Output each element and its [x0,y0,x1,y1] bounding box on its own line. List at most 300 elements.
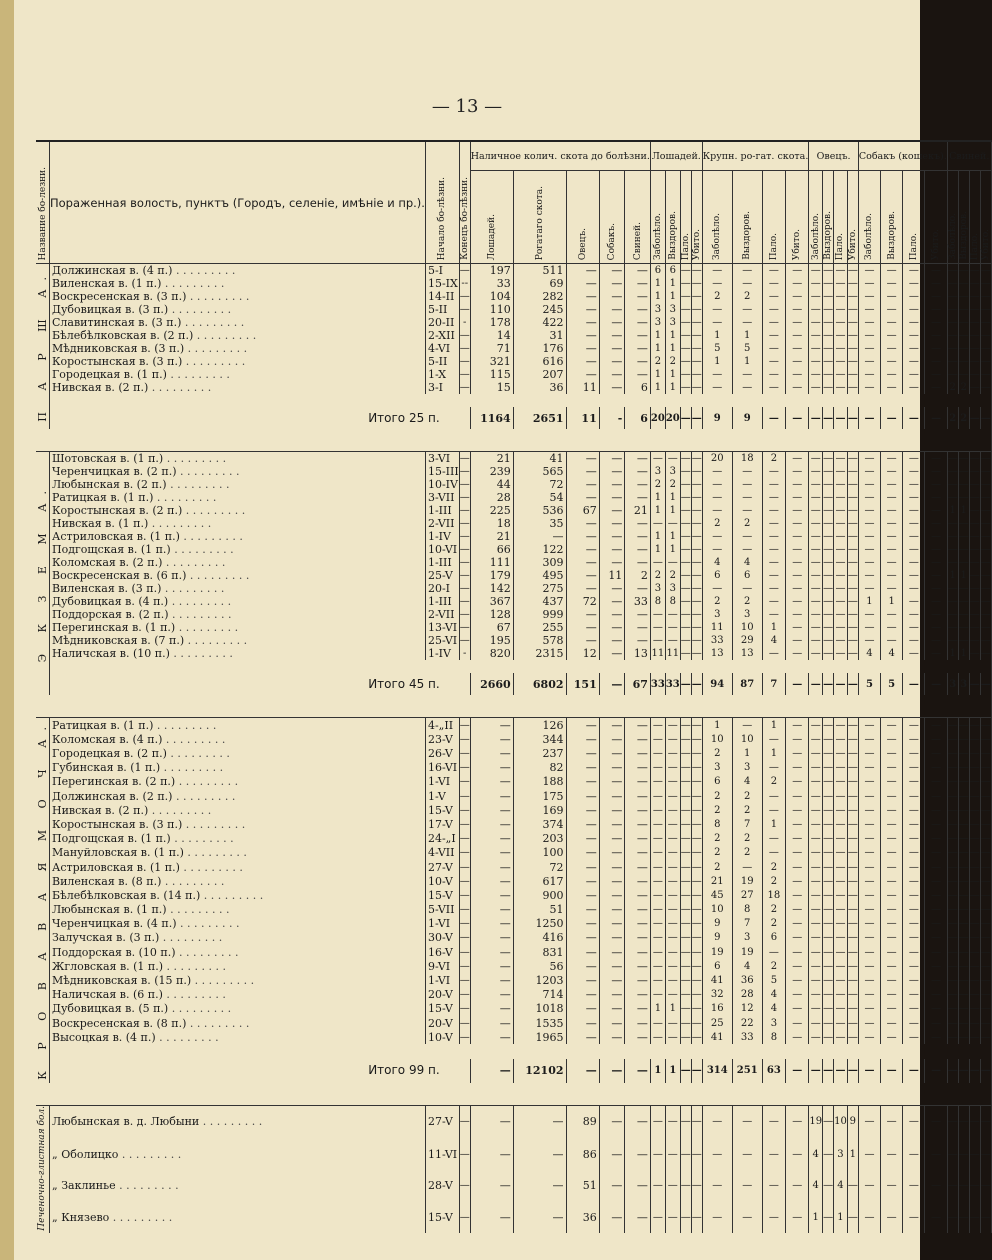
table-cell: 3 [665,465,680,478]
table-cell: 5 [702,342,732,355]
table-cell: — [786,789,809,803]
table-cell: — [847,932,858,944]
subcol-header: Заболѣло. [858,171,880,264]
table-cell: — [566,803,599,817]
table-cell: 19 [732,874,762,888]
table-cell: 10 [834,1105,848,1138]
table-cell: — [847,1170,858,1202]
table-cell: 1 [665,290,680,303]
table-cell: 437 [513,595,566,608]
table-cell: — [858,732,880,746]
locality-name: Шотовская в. (1 п.) . . . . . . . . . [50,452,426,466]
table-cell: — [980,762,991,774]
table-cell: — [958,932,969,944]
total-cell: 251 [732,1059,762,1083]
table-cell: — [566,530,599,543]
table-cell: — [847,492,858,503]
table-cell: — [680,1170,691,1202]
onset-date: 15-IX [425,277,459,290]
table-cell: — [625,775,651,789]
table-cell: 86 [566,1138,599,1170]
table-cell: — [786,647,809,660]
table-cell: 3 [762,1016,785,1030]
table-cell: — [980,596,991,607]
total-cell: 2 [947,407,958,429]
table-cell: 416 [513,931,566,945]
table-cell: — [470,746,513,760]
table-cell: — [881,556,903,569]
end-date: — [459,265,470,276]
table-cell: — [470,1202,513,1234]
table-cell: — [958,343,969,354]
table-cell: — [881,342,903,355]
table-cell: — [680,1105,691,1138]
table-cell: — [980,479,991,490]
table-cell: — [732,1105,762,1138]
table-cell: — [665,817,680,831]
table-cell: — [691,531,702,542]
table-cell: — [823,635,834,646]
table-cell: — [665,888,680,902]
table-cell: — [732,491,762,504]
table-cell: — [847,776,858,788]
total-cell: 3 [947,673,958,695]
table-row [36,718,991,733]
table-cell: — [513,1170,566,1202]
table-cell: — [625,902,651,916]
col-locality: Пораженная волость, пунктъ (Городъ, селеніе, имѣніе и пр.). [50,141,426,264]
table-cell: — [958,748,969,760]
table-row [36,543,991,556]
table-row [36,634,991,647]
table-row [36,1030,991,1044]
table-cell: — [823,1003,834,1015]
table-cell: — [665,917,680,931]
table-cell: — [903,1030,925,1044]
table-cell: — [702,277,732,290]
table-row [36,264,991,278]
table-cell: — [980,1031,991,1043]
end-date: — [459,918,470,930]
table-row [36,874,991,888]
table-cell: — [847,818,858,830]
end-date: — [459,1105,470,1138]
table-cell: — [925,1002,947,1016]
table-cell: — [513,1138,566,1170]
subcol-header: Рогатаго скота. [513,171,566,264]
table-row [36,491,991,504]
table-cell: — [680,382,691,393]
table-cell: — [625,732,651,746]
locality-name: Должинская в. (4 п.) . . . . . . . . . [50,264,426,278]
table-cell: — [786,329,809,342]
table-cell: — [925,316,947,329]
table-cell: — [665,846,680,860]
table-cell: — [881,1002,903,1016]
table-cell: — [786,452,809,466]
table-cell: — [810,790,821,802]
table-cell: — [691,479,702,490]
table-cell: — [680,369,691,380]
table-cell: — [947,904,958,916]
table-cell: — [925,517,947,530]
table-cell: 2 [702,517,732,530]
table-cell: — [625,303,651,316]
table-cell: — [691,1138,702,1170]
table-cell: — [858,917,880,931]
table-cell: — [858,491,880,504]
table-cell: — [691,609,702,620]
table-cell: — [786,846,809,860]
section-gap [36,429,991,452]
table-cell: 19 [732,945,762,959]
table-cell: — [625,1030,651,1044]
table-cell: — [599,761,625,775]
table-cell: 2 [650,355,665,368]
table-cell: — [969,635,980,646]
table-cell: 3 [732,761,762,775]
table-row [36,917,991,931]
table-cell: — [969,1003,980,1015]
table-cell: — [858,264,880,278]
total-cell: — [969,1059,980,1083]
table-cell: — [810,531,821,542]
table-cell: — [858,803,880,817]
table-row [36,888,991,902]
table-cell: — [835,317,846,328]
table-cell: 2 [650,569,665,582]
total-cell: — [680,673,691,695]
table-cell: — [650,902,665,916]
table-cell: — [980,861,991,873]
table-cell: — [680,265,691,276]
table-cell: — [599,1138,625,1170]
table-cell: — [969,265,980,276]
table-cell: — [691,1031,702,1043]
table-cell: — [732,303,762,316]
table-cell: 1 [762,746,785,760]
table-cell: — [823,1105,834,1138]
table-cell: — [810,918,821,930]
table-cell: — [786,277,809,290]
table-cell: 2 [702,789,732,803]
table-row [36,860,991,874]
table-cell: — [881,634,903,647]
table-cell: — [762,1138,785,1170]
table-cell: 1965 [513,1030,566,1044]
disease-label: Печеночно-глистная бол. [36,1105,50,1233]
table-row [36,465,991,478]
table-cell: 11 [666,648,680,659]
table-cell: 12 [566,647,599,660]
table-cell: 22 [732,1016,762,1030]
table-cell: — [947,596,958,607]
table-cell: 239 [470,465,513,478]
table-cell: — [925,608,947,621]
table-cell: 4 [762,1002,785,1016]
table-cell: — [980,975,991,987]
table-cell: — [823,596,834,607]
table-cell: — [947,466,958,477]
table-cell: — [702,491,732,504]
total-cell: 7 [762,673,785,695]
table-cell: — [599,846,625,860]
table-cell: — [625,761,651,775]
table-cell: — [566,329,599,342]
table-cell: — [665,517,680,530]
table-cell: — [958,1031,969,1043]
table-cell: — [835,278,846,289]
table-cell: — [762,832,785,846]
table-cell: — [810,904,821,916]
table-row [36,647,991,660]
table-cell: — [925,789,947,803]
table-cell: — [762,530,785,543]
table-cell: 321 [470,355,513,368]
table-cell: — [732,277,762,290]
table-cell: — [470,732,513,746]
table-cell: — [566,732,599,746]
table-cell: — [650,452,665,466]
subcol-header: Убито. [691,171,702,264]
disease-label: П А Р Ш А. [36,264,50,430]
table-cell: — [925,902,947,916]
end-date: — [459,583,470,594]
table-cell: 29 [732,634,762,647]
table-cell: — [858,569,880,582]
table-cell: — [958,330,969,341]
subcol-header: Убито. [925,171,947,264]
table-cell: — [470,860,513,874]
table-cell: — [823,330,834,341]
table-cell: — [858,959,880,973]
table-cell: — [762,1202,785,1234]
onset-date: 20-V [425,988,459,1002]
locality-name: Любынская в. (1 п.) . . . . . . . . . [50,902,426,916]
table-cell: — [847,304,858,315]
table-cell: — [680,718,691,733]
table-cell: — [599,621,625,634]
table-cell: — [858,1170,880,1202]
total-cell: — [858,1059,880,1083]
table-cell: — [702,582,732,595]
table-row [36,303,991,316]
table-cell: — [823,762,834,774]
end-date: — [459,382,470,393]
table-cell: — [650,988,665,1002]
table-cell: — [665,761,680,775]
end-date: - [459,647,470,660]
table-cell: — [762,355,785,368]
table-cell: — [786,342,809,355]
table-cell: 1 [762,718,785,733]
table-cell: — [969,1031,980,1043]
table-cell: — [903,1170,925,1202]
table-cell: — [847,278,858,289]
locality-name: Виленская в. (8 п.) . . . . . . . . . [50,874,426,888]
table-cell: — [650,860,665,874]
table-cell: 1 [650,1002,665,1016]
table-cell: — [969,833,980,845]
table-cell: — [958,466,969,477]
total-cell: — [881,407,903,429]
total-cell: 33 [665,673,680,695]
table-cell: 6 [762,931,785,945]
table-cell: — [835,635,846,646]
col-end: Конецъ бо-лѣзни. [459,141,470,264]
table-cell: — [786,860,809,874]
total-cell: — [809,407,823,429]
table-cell: — [566,746,599,760]
table-cell: — [947,833,958,845]
subcol-header: Убито. [847,171,858,264]
table-cell: — [881,1016,903,1030]
table-cell: — [835,748,846,760]
table-cell: — [925,959,947,973]
table-cell: — [969,596,980,607]
table-cell: — [566,569,599,582]
table-cell: — [732,504,762,517]
table-cell: — [566,582,599,595]
table-cell: — [881,1030,903,1044]
table-cell: — [762,342,785,355]
table-cell: 9 [847,1105,858,1138]
table-cell: — [881,846,903,860]
table-cell: — [858,556,880,569]
table-cell: — [858,846,880,860]
end-date: — [459,466,470,477]
table-cell: 374 [513,817,566,831]
table-cell: — [625,621,651,634]
table-cell: — [650,1202,665,1234]
table-cell: — [881,530,903,543]
table-cell: — [823,904,834,916]
table-cell: — [980,544,991,555]
table-cell: — [786,303,809,316]
section-gap [36,695,991,718]
table-cell: — [881,988,903,1002]
table-cell: — [903,1002,925,1016]
table-cell: — [691,918,702,930]
table-cell: 178 [470,316,513,329]
total-cell: — [599,1059,625,1083]
total-cell: — [834,673,848,695]
table-cell: — [786,556,809,569]
table-cell: — [858,277,880,290]
table-cell: — [599,342,625,355]
table-cell: — [858,543,880,556]
document-page [14,0,991,1260]
table-cell: — [762,316,785,329]
table-cell: 18 [470,517,513,530]
table-cell: — [881,945,903,959]
table-cell: — [680,847,691,859]
table-cell: — [947,1017,958,1029]
table-cell: — [680,609,691,620]
table-cell: — [680,635,691,646]
table-cell: — [691,278,702,289]
table-cell: 1203 [513,973,566,987]
table-cell: — [903,342,925,355]
onset-date: 26-V [425,746,459,760]
table-row [36,504,991,517]
table-cell: — [810,932,821,944]
table-cell: — [823,960,834,972]
table-cell: — [665,1016,680,1030]
table-cell: — [786,1030,809,1044]
table-cell: — [925,647,947,660]
table-cell: — [513,1105,566,1138]
table-cell: — [835,557,846,568]
table-cell: — [947,776,958,788]
table-cell: — [835,861,846,873]
table-cell: 45 [702,888,732,902]
spacer-row [36,660,991,673]
table-cell: — [823,505,834,516]
table-cell: — [810,833,821,845]
subcol-header: Выздоров. [958,171,969,264]
locality-name: Нивская в. (2 п.) . . . . . . . . . [50,381,426,394]
locality-name: Перегинская в. (2 п.) . . . . . . . . . [50,775,426,789]
table-cell: — [665,902,680,916]
table-cell: — [625,1105,651,1138]
table-cell: — [925,973,947,987]
table-cell: 9 [702,917,732,931]
table-cell: — [599,556,625,569]
table-cell: — [650,973,665,987]
table-cell: 21 [470,530,513,543]
subcol-header: Собакъ. [599,171,625,264]
table-cell: — [786,803,809,817]
table-cell: 3 [732,931,762,945]
onset-date: 1-III [425,595,459,608]
table-cell: — [980,453,991,464]
table-cell: — [823,875,834,887]
table-cell: — [809,718,823,733]
table-cell: — [835,505,846,516]
total-cell: — [786,673,809,695]
table-cell: — [625,582,651,595]
table-cell: — [680,733,691,745]
table-cell: — [566,277,599,290]
table-cell: — [858,1202,880,1234]
table-cell: — [980,518,991,529]
table-cell: — [625,959,651,973]
locality-name: Дубовицкая в. (4 п.) . . . . . . . . . [50,595,426,608]
table-cell: — [947,557,958,568]
total-cell: 9 [702,407,732,429]
table-cell: 2 [702,860,732,874]
table-cell: — [858,1030,880,1044]
locality-name: Мануйловская в. (1 п.) . . . . . . . . . [50,846,426,860]
onset-date: 3-I [425,381,459,394]
table-cell: — [969,1202,980,1234]
table-cell: — [925,761,947,775]
table-cell: — [650,789,665,803]
table-cell: — [881,543,903,556]
end-date: — [459,718,470,733]
table-row [36,530,991,543]
table-row [36,846,991,860]
total-cell: — [947,1059,958,1083]
table-cell: — [980,847,991,859]
table-cell: — [925,543,947,556]
table-cell: — [680,1031,691,1043]
table-cell: — [702,1170,732,1202]
table-cell: — [958,818,969,830]
table-cell: — [665,789,680,803]
table-cell: 3 [834,1138,848,1170]
